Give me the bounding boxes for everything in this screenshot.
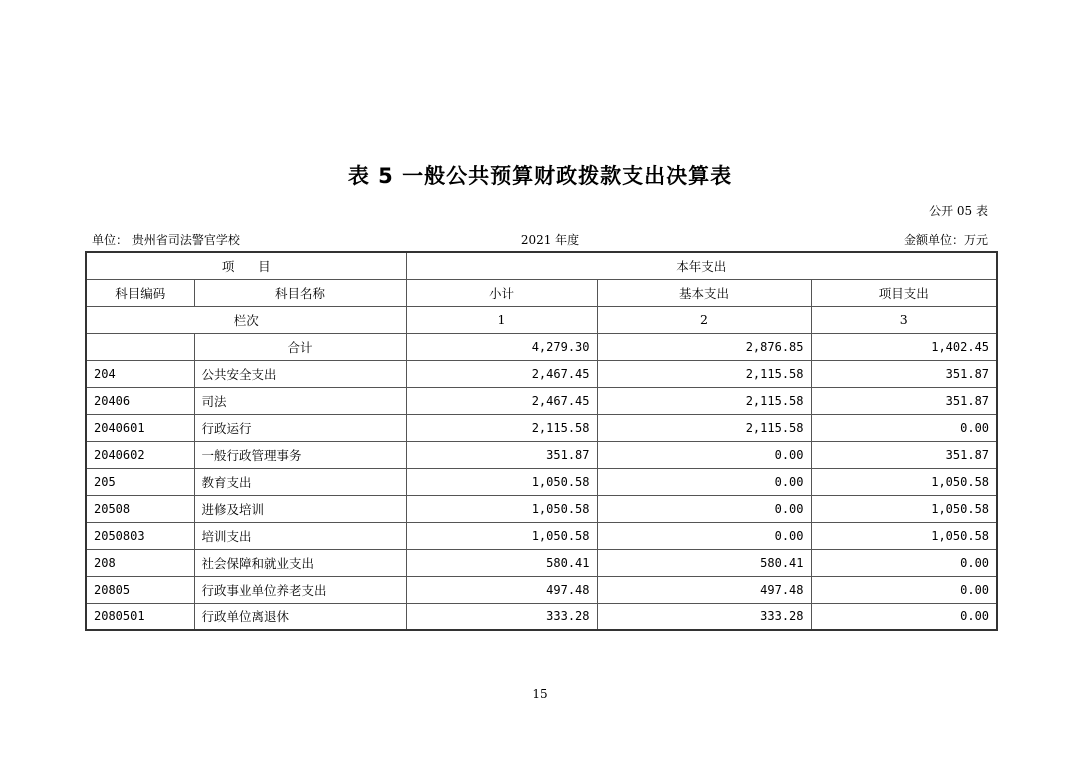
cell-name: 行政运行 <box>194 414 406 441</box>
fiscal-year: 2021 年度 <box>520 233 580 247</box>
cell-basic: 0.00 <box>597 441 811 468</box>
cell-subtotal: 333.28 <box>406 603 597 630</box>
page-number: 15 <box>532 687 548 701</box>
cell-project: 0.00 <box>811 414 997 441</box>
cell-subtotal: 580.41 <box>406 549 597 576</box>
cell-basic: 333.28 <box>597 603 811 630</box>
cell-basic: 0.00 <box>597 522 811 549</box>
cell-subtotal: 1,050.58 <box>406 495 597 522</box>
cell-name: 公共安全支出 <box>194 360 406 387</box>
table-row <box>86 468 997 495</box>
header-name: 科目名称 <box>194 279 406 306</box>
cell-name: 进修及培训 <box>194 495 406 522</box>
cell-project: 1,050.58 <box>811 522 997 549</box>
total-project: 1,402.45 <box>811 333 997 360</box>
cell-project: 0.00 <box>811 576 997 603</box>
unit-info <box>92 231 240 248</box>
table-row <box>86 576 997 603</box>
unit-label: 单位： <box>92 233 129 247</box>
cell-code: 208 <box>86 549 194 576</box>
cell-subtotal: 2,467.45 <box>406 387 597 414</box>
table-row <box>86 441 997 468</box>
header-current-year: 本年支出 <box>406 252 997 279</box>
cell-subtotal: 1,050.58 <box>406 522 597 549</box>
document-title: 表 5 一般公共预算财政拨款支出决算表 <box>347 164 733 188</box>
column-index-label: 栏次 <box>86 306 406 333</box>
header-basic: 基本支出 <box>597 279 811 306</box>
cell-basic: 580.41 <box>597 549 811 576</box>
cell-basic: 0.00 <box>597 495 811 522</box>
expenditure-table <box>85 251 998 631</box>
table-row <box>86 414 997 441</box>
form-code: 公开 05 表 <box>929 204 988 218</box>
cell-code: 20406 <box>86 387 194 414</box>
cell-subtotal: 351.87 <box>406 441 597 468</box>
cell-name: 司法 <box>194 387 406 414</box>
cell-name: 社会保障和就业支出 <box>194 549 406 576</box>
cell-name: 一般行政管理事务 <box>194 441 406 468</box>
unit-name: 贵州省司法警官学校 <box>131 233 240 247</box>
cell-project: 1,050.58 <box>811 495 997 522</box>
cell-basic: 0.00 <box>597 468 811 495</box>
cell-project: 1,050.58 <box>811 468 997 495</box>
total-subtotal: 4,279.30 <box>406 333 597 360</box>
cell-code: 205 <box>86 468 194 495</box>
total-basic: 2,876.85 <box>597 333 811 360</box>
cell-code: 20805 <box>86 576 194 603</box>
table-row <box>86 549 997 576</box>
total-code <box>86 333 194 360</box>
table-row <box>86 387 997 414</box>
cell-code: 20508 <box>86 495 194 522</box>
cell-project: 0.00 <box>811 549 997 576</box>
cell-basic: 497.48 <box>597 576 811 603</box>
cell-project: 351.87 <box>811 360 997 387</box>
cell-subtotal: 1,050.58 <box>406 468 597 495</box>
cell-code: 204 <box>86 360 194 387</box>
cell-subtotal: 497.48 <box>406 576 597 603</box>
cell-subtotal: 2,467.45 <box>406 360 597 387</box>
amount-unit: 金额单位：万元 <box>903 233 988 247</box>
header-row-top <box>86 252 997 279</box>
cell-basic: 2,115.58 <box>597 360 811 387</box>
table-row <box>86 495 997 522</box>
total-label: 合计 <box>194 333 406 360</box>
column-index-2: 2 <box>597 306 811 333</box>
column-index-row <box>86 306 997 333</box>
column-index-3: 3 <box>811 306 997 333</box>
cell-name: 行政单位离退休 <box>194 603 406 630</box>
header-code: 科目编码 <box>86 279 194 306</box>
column-index-1: 1 <box>406 306 597 333</box>
cell-code: 2040601 <box>86 414 194 441</box>
header-project: 项目支出 <box>811 279 997 306</box>
cell-subtotal: 2,115.58 <box>406 414 597 441</box>
cell-name: 教育支出 <box>194 468 406 495</box>
header-row-columns <box>86 279 997 306</box>
table-row <box>86 603 997 630</box>
total-row <box>86 333 997 360</box>
table-row <box>86 360 997 387</box>
header-subtotal: 小计 <box>406 279 597 306</box>
cell-name: 行政事业单位养老支出 <box>194 576 406 603</box>
cell-basic: 2,115.58 <box>597 387 811 414</box>
header-item: 项 目 <box>86 252 406 279</box>
cell-basic: 2,115.58 <box>597 414 811 441</box>
cell-project: 0.00 <box>811 603 997 630</box>
table-row <box>86 522 997 549</box>
cell-name: 培训支出 <box>194 522 406 549</box>
cell-project: 351.87 <box>811 441 997 468</box>
cell-code: 2080501 <box>86 603 194 630</box>
cell-code: 2050803 <box>86 522 194 549</box>
cell-project: 351.87 <box>811 387 997 414</box>
cell-code: 2040602 <box>86 441 194 468</box>
